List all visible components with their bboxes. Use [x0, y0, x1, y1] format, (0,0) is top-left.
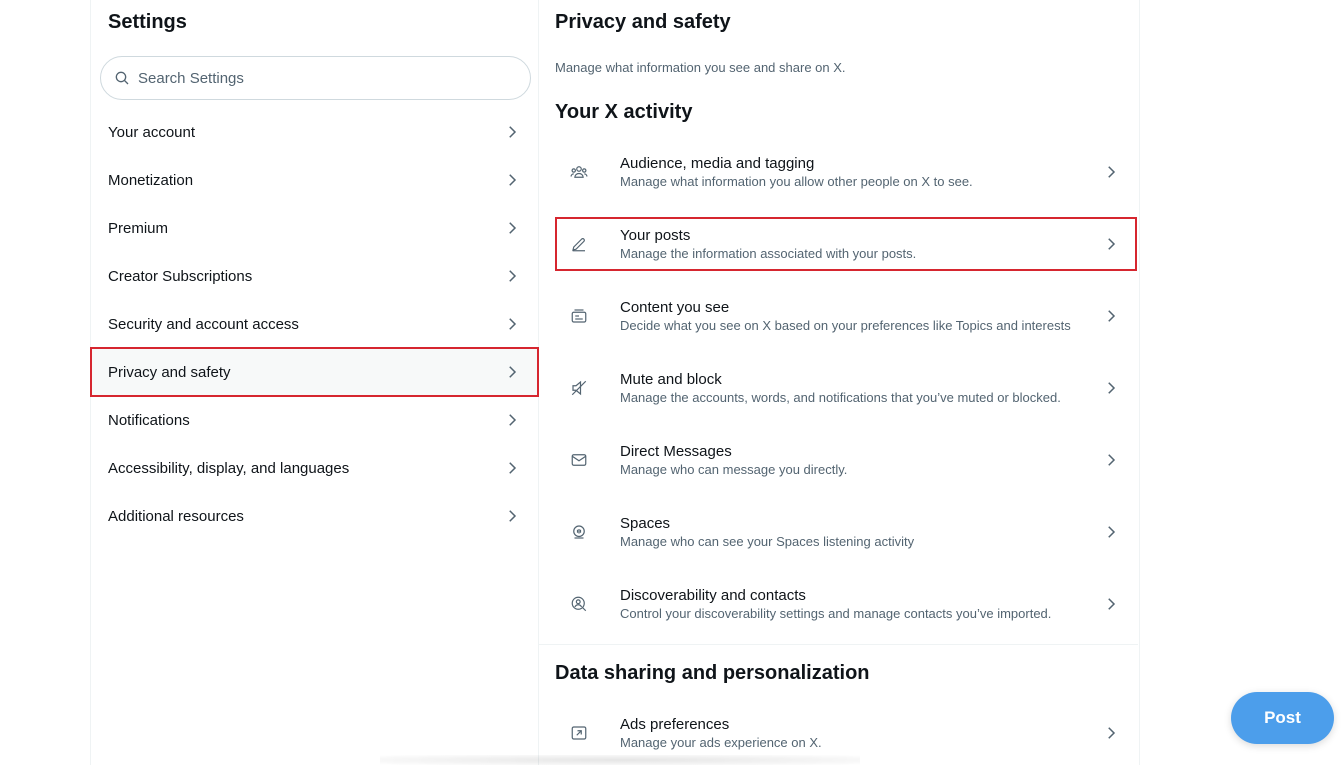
chevron-right-icon — [503, 459, 521, 477]
chevron-right-icon — [1102, 235, 1120, 253]
search-icon — [114, 70, 130, 86]
row-discoverability-contacts[interactable] — [556, 578, 1136, 630]
chevron-right-icon — [503, 507, 521, 525]
chevron-right-icon — [503, 411, 521, 429]
row-title: Content you see — [620, 298, 730, 316]
row-title: Your posts — [620, 226, 691, 244]
chevron-right-icon — [503, 171, 521, 189]
sidebar-item-additional-resources[interactable] — [91, 492, 538, 540]
chevron-right-icon — [1102, 595, 1120, 613]
sidebar-item-privacy-and-safety[interactable] — [91, 348, 538, 396]
sidebar-item-label: Monetization — [108, 171, 194, 189]
chevron-right-icon — [1102, 307, 1120, 325]
section-title-data-sharing: Data sharing and personalization — [555, 662, 870, 684]
row-audience-media-tagging[interactable] — [556, 146, 1136, 198]
sidebar-item-monetization[interactable] — [91, 156, 538, 204]
chevron-right-icon — [503, 123, 521, 141]
chevron-right-icon — [503, 315, 521, 333]
people-icon — [570, 163, 588, 181]
row-description: Manage who can message you directly. — [620, 461, 848, 477]
sidebar-item-label: Notifications — [108, 411, 190, 429]
content-card-icon — [570, 307, 588, 325]
row-description: Manage your ads experience on X. — [620, 734, 822, 750]
sidebar-item-premium[interactable] — [91, 204, 538, 252]
settings-sidebar — [90, 0, 539, 765]
row-title: Audience, media and tagging — [620, 154, 815, 172]
row-title: Direct Messages — [620, 442, 732, 460]
page-subtitle: Manage what information you see and share on X. — [555, 60, 846, 75]
privacy-panel — [539, 0, 1140, 765]
row-title: Discoverability and contacts — [620, 586, 806, 604]
sidebar-item-label: Privacy and safety — [108, 363, 231, 381]
chevron-right-icon — [1102, 523, 1120, 541]
sidebar-item-security[interactable] — [91, 300, 538, 348]
row-mute-and-block[interactable] — [556, 362, 1136, 414]
muted-speaker-icon — [570, 379, 588, 397]
sidebar-item-your-account[interactable] — [91, 108, 538, 156]
search-settings-input[interactable] — [136, 69, 520, 88]
sidebar-item-creator-subscriptions[interactable] — [91, 252, 538, 300]
sidebar-item-label: Premium — [108, 219, 169, 237]
search-settings-box[interactable] — [100, 56, 531, 100]
chevron-right-icon — [1102, 451, 1120, 469]
chevron-right-icon — [503, 267, 521, 285]
chevron-right-icon — [1102, 379, 1120, 397]
row-title: Mute and block — [620, 370, 722, 388]
row-description: Manage the accounts, words, and notifications that you’ve muted or blocked. — [620, 389, 1061, 405]
envelope-icon — [570, 451, 588, 469]
row-description: Control your discoverability settings and manage contacts you’ve imported. — [620, 605, 1052, 621]
row-title: Ads preferences — [620, 715, 730, 733]
bottom-shadow — [380, 755, 860, 765]
sidebar-item-label: Security and account access — [108, 315, 299, 333]
person-search-icon — [570, 595, 588, 613]
section-title-your-x-activity: Your X activity — [555, 101, 693, 123]
chevron-right-icon — [1102, 163, 1120, 181]
sidebar-item-notifications[interactable] — [91, 396, 538, 444]
external-arrow-icon — [570, 724, 588, 742]
row-description: Decide what you see on X based on your preferences like Topics and interests — [620, 317, 1071, 333]
row-description: Manage who can see your Spaces listening activity — [620, 533, 915, 549]
row-your-posts[interactable] — [556, 218, 1136, 270]
pencil-icon — [570, 235, 588, 253]
row-content-you-see[interactable] — [556, 290, 1136, 342]
row-title: Spaces — [620, 514, 671, 532]
sidebar-item-label: Creator Subscriptions — [108, 267, 253, 285]
chevron-right-icon — [503, 363, 521, 381]
row-ads-preferences[interactable] — [556, 707, 1136, 759]
row-description: Manage what information you allow other people on X to see. — [620, 173, 973, 189]
row-spaces[interactable] — [556, 506, 1136, 558]
settings-title: Settings — [108, 11, 187, 33]
row-description: Manage the information associated with your posts. — [620, 245, 917, 261]
spaces-icon — [570, 523, 588, 541]
sidebar-item-label: Additional resources — [108, 507, 244, 525]
chevron-right-icon — [1102, 724, 1120, 742]
row-direct-messages[interactable] — [556, 434, 1136, 486]
sidebar-item-label: Accessibility, display, and languages — [108, 459, 350, 477]
sidebar-item-accessibility[interactable] — [91, 444, 538, 492]
chevron-right-icon — [503, 219, 521, 237]
post-button[interactable]: Post — [1231, 692, 1334, 744]
page-title: Privacy and safety — [555, 11, 731, 33]
section-divider — [539, 644, 1138, 645]
sidebar-item-label: Your account — [108, 123, 196, 141]
